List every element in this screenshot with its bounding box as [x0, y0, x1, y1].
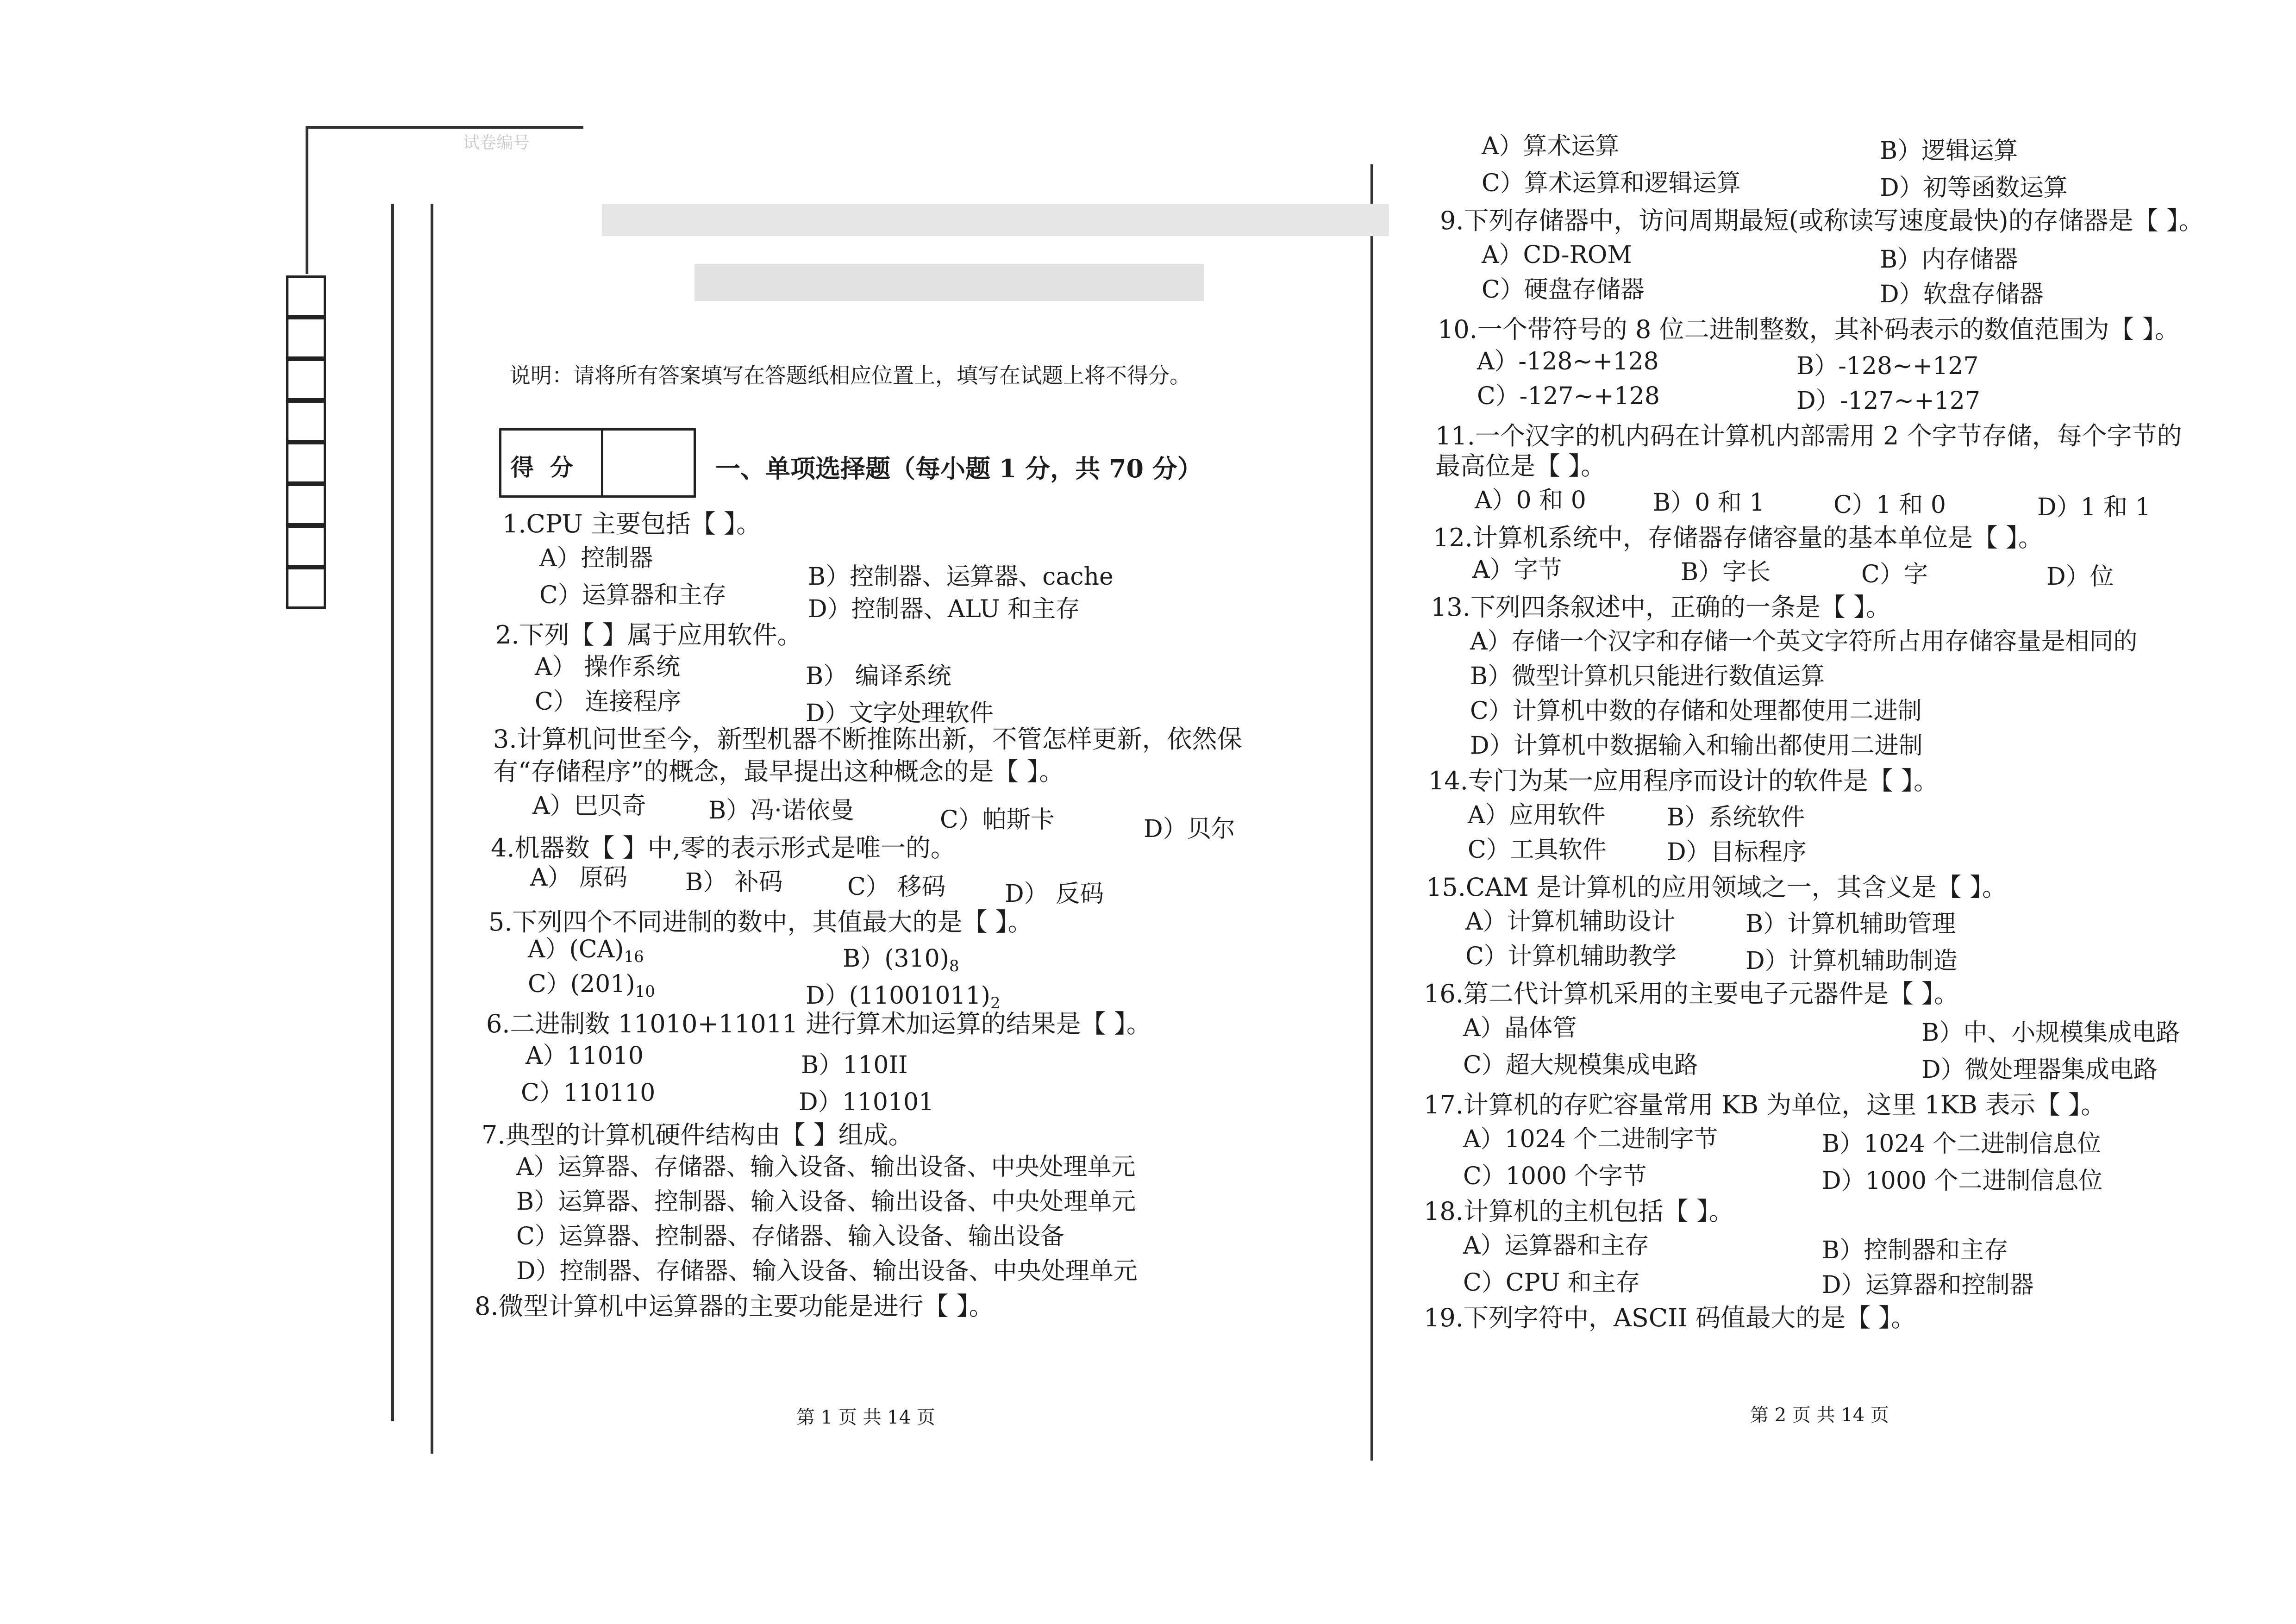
q3-stem-line1: 3.计算机问世至今，新型机器不断推陈出新，不管怎样更新，依然保	[493, 725, 1242, 754]
q17-option-c: C）1000 个字节	[1463, 1162, 1647, 1190]
q5-option-a	[528, 935, 644, 971]
q5-option-a-subscript: 16	[624, 948, 644, 966]
q1-option-b: B）控制器、运算器、cache	[808, 563, 1114, 591]
q7-stem: 7.典型的计算机硬件结构由【 】组成。	[482, 1120, 913, 1149]
q7-option-a: A）运算器、存储器、输入设备、输出设备、中央处理单元	[516, 1153, 1136, 1181]
q14-option-b: B）系统软件	[1667, 804, 1805, 831]
q4-option-b: B） 补码	[685, 868, 783, 896]
q6-option-b: B）110II	[801, 1051, 908, 1079]
q9-option-c: C）硬盘存储器	[1482, 276, 1645, 304]
q15-option-a: A）计算机辅助设计	[1465, 908, 1676, 936]
q3-option-c: C）帕斯卡	[940, 806, 1055, 834]
q9-stem: 9.下列存储器中，访问周期最短(或称读写速度最快)的存储器是【 】。	[1440, 206, 2204, 235]
q17-option-d: D）1000 个二进制信息位	[1822, 1167, 2103, 1195]
q7-option-d: D）控制器、存储器、输入设备、输出设备、中央处理单元	[516, 1257, 1138, 1285]
binding-line-dashed	[431, 204, 433, 1454]
q1-option-d: D）控制器、ALU 和主存	[808, 595, 1080, 623]
binding-line-top	[306, 126, 583, 129]
q10-option-c: C）-127~+128	[1477, 382, 1660, 410]
q18-option-b: B）控制器和主存	[1822, 1237, 2008, 1264]
q9-option-b: B）内存储器	[1880, 246, 2018, 274]
faint-title-block	[602, 204, 1389, 236]
q9-option-d: D）软盘存储器	[1880, 281, 2044, 308]
q2-stem: 2.下列【 】属于应用软件。	[495, 620, 802, 650]
q1-stem: 1.CPU 主要包括【 】。	[502, 509, 762, 538]
q5-stem: 5.下列四个不同进制的数中，其值最大的是【 】。	[488, 907, 1033, 937]
q15-option-c: C）计算机辅助教学	[1465, 943, 1677, 970]
binding-cell	[286, 567, 326, 609]
q11-option-b: B）0 和 1	[1653, 489, 1765, 517]
q14-option-a: A）应用软件	[1468, 801, 1606, 829]
q18-stem: 18.计算机的主机包括【 】。	[1424, 1197, 1734, 1226]
q12-option-a: A）字节	[1472, 556, 1562, 584]
q7-option-c: C）运算器、控制器、存储器、输入设备、输出设备	[516, 1223, 1064, 1250]
q4-stem: 4.机器数【 】中,零的表示形式是唯一的。	[491, 833, 956, 862]
q16-option-a: A）晶体管	[1463, 1014, 1577, 1042]
q1-option-c: C）运算器和主存	[539, 581, 726, 609]
q16-stem: 16.第二代计算机采用的主要电子元器件是【 】。	[1424, 979, 1959, 1008]
binding-cell	[286, 484, 326, 525]
q1-option-a: A）控制器	[539, 544, 653, 572]
q13-option-d: D）计算机中数据输入和输出都使用二进制	[1470, 732, 1923, 760]
q15-option-d: D）计算机辅助制造	[1745, 947, 1958, 975]
binding-line-vertical	[306, 126, 308, 274]
score-box	[499, 428, 696, 498]
binding-line-left	[391, 204, 394, 1421]
q3-option-d: D）贝尔	[1144, 815, 1235, 843]
q4-option-c: C） 移码	[847, 873, 946, 901]
q18-option-d: D）运算器和控制器	[1822, 1271, 2034, 1299]
q13-option-c: C）计算机中数的存储和处理都使用二进制	[1470, 697, 1922, 725]
q18-option-c: C）CPU 和主存	[1463, 1269, 1640, 1297]
q5-option-c-text: C）(201)	[528, 970, 635, 998]
q13-stem: 13.下列四条叙述中，正确的一条是【 】。	[1431, 593, 1891, 622]
q5-option-b-text: B）(310)	[843, 945, 950, 973]
q8-option-d: D）初等函数运算	[1880, 174, 2068, 202]
q5-option-c-subscript: 10	[635, 982, 655, 1001]
footer-page-right: 第 2 页 共 14 页	[1750, 1405, 1889, 1426]
q10-option-d: D）-127~+127	[1796, 387, 1980, 415]
q16-option-d: D）微处理器集成电路	[1921, 1056, 2158, 1084]
binding-cell	[286, 275, 326, 317]
q15-option-b: B）计算机辅助管理	[1745, 910, 1956, 938]
q17-stem: 17.计算机的存贮容量常用 KB 为单位，这里 1KB 表示【 】。	[1424, 1090, 2106, 1119]
score-box-divider	[601, 431, 603, 495]
q11-option-c: C）1 和 0	[1833, 491, 1946, 519]
q4-option-a: A） 原码	[530, 864, 628, 892]
footer-page-left: 第 1 页 共 14 页	[796, 1407, 935, 1428]
q8-stem: 8.微型计算机中运算器的主要功能是进行【 】。	[475, 1292, 994, 1321]
q11-stem-line2: 最高位是【 】。	[1435, 451, 1606, 481]
q13-option-a: A）存储一个汉字和存储一个英文字符所占用存储容量是相同的	[1470, 628, 2138, 656]
q11-option-a: A）0 和 0	[1475, 487, 1586, 514]
q13-option-b: B）微型计算机只能进行数值运算	[1470, 662, 1825, 690]
binding-cell	[286, 317, 326, 359]
q11-stem-line1: 11.一个汉字的机内码在计算机内部需用 2 个字节存储，每个字节的	[1435, 421, 2182, 450]
q3-option-a: A）巴贝奇	[532, 792, 646, 820]
q7-option-b: B）运算器、控制器、输入设备、输出设备、中央处理单元	[516, 1188, 1136, 1216]
binding-cell	[286, 400, 326, 442]
q19-stem: 19.下列字符中，ASCII 码值最大的是【 】。	[1424, 1303, 1916, 1332]
q17-option-b: B）1024 个二进制信息位	[1822, 1130, 2102, 1158]
q2-option-c: C） 连接程序	[535, 688, 682, 716]
q2-option-d: D）文字处理软件	[806, 700, 994, 727]
q5-option-b-subscript: 8	[949, 957, 959, 975]
q12-option-b: B）字长	[1681, 558, 1771, 586]
q9-option-a: A）CD-ROM	[1482, 241, 1632, 269]
q4-option-d: D） 反码	[1005, 880, 1104, 908]
q8-option-a: A）算术运算	[1482, 132, 1620, 160]
binding-cell	[286, 442, 326, 484]
q18-option-a: A）运算器和主存	[1463, 1232, 1649, 1260]
faint-subtitle-block	[694, 264, 1204, 301]
q6-option-a: A）11010	[526, 1042, 644, 1070]
q5-option-b	[843, 944, 959, 981]
q5-option-d-text: D）(11001011)	[806, 982, 990, 1010]
q11-option-d: D）1 和 1	[2037, 493, 2151, 521]
q10-stem: 10.一个带符号的 8 位二进制整数，其补码表示的数值范围为【 】。	[1438, 315, 2180, 344]
q16-option-b: B）中、小规模集成电路	[1921, 1019, 2180, 1047]
q12-option-c: C）字	[1861, 561, 1928, 588]
score-label: 得 分	[511, 454, 573, 481]
q15-stem: 15.CAM 是计算机的应用领域之一，其含义是【 】。	[1426, 873, 2007, 902]
q14-option-d: D）目标程序	[1667, 838, 1807, 866]
q14-stem: 14.专门为某一应用程序而设计的软件是【 】。	[1428, 766, 1939, 795]
q14-option-c: C）工具软件	[1468, 836, 1607, 864]
q2-option-b: B） 编译系统	[806, 662, 951, 690]
q12-stem: 12.计算机系统中，存储器存储容量的基本单位是【 】。	[1433, 523, 2044, 552]
page-divider	[1370, 164, 1373, 1461]
q10-option-a: A）-128~+128	[1477, 348, 1659, 375]
section-title: 一、单项选择题（每小题 1 分，共 70 分）	[715, 454, 1202, 483]
q2-option-a: A） 操作系统	[535, 653, 681, 681]
q10-option-b: B）-128~+127	[1796, 352, 1979, 380]
instructions: 说明：请将所有答案填写在答题纸相应位置上，填写在试题上将不得分。	[509, 363, 1191, 388]
q5-option-d-subscript: 2	[990, 994, 1001, 1012]
binding-cell	[286, 359, 326, 400]
q6-option-c: C）110110	[521, 1079, 656, 1107]
faint-header: 试卷编号	[463, 133, 530, 152]
q5-option-a-text: A）(CA)	[528, 936, 624, 963]
q3-stem-line2: 有“存储程序”的概念，最早提出这种概念的是【 】。	[493, 757, 1064, 786]
q12-option-d: D）位	[2046, 563, 2114, 591]
q8-option-b: B）逻辑运算	[1880, 137, 2018, 165]
q6-stem: 6.二进制数 11010+11011 进行算术加运算的结果是【 】。	[486, 1009, 1151, 1038]
q16-option-c: C）超大规模集成电路	[1463, 1051, 1698, 1079]
q6-option-d: D）110101	[799, 1088, 934, 1116]
binding-cell	[286, 525, 326, 567]
q5-option-c	[528, 970, 655, 1006]
q8-option-c: C）算术运算和逻辑运算	[1482, 169, 1741, 197]
q17-option-a: A）1024 个二进制字节	[1463, 1125, 1718, 1153]
q3-option-b: B）冯·诺依曼	[708, 797, 854, 824]
